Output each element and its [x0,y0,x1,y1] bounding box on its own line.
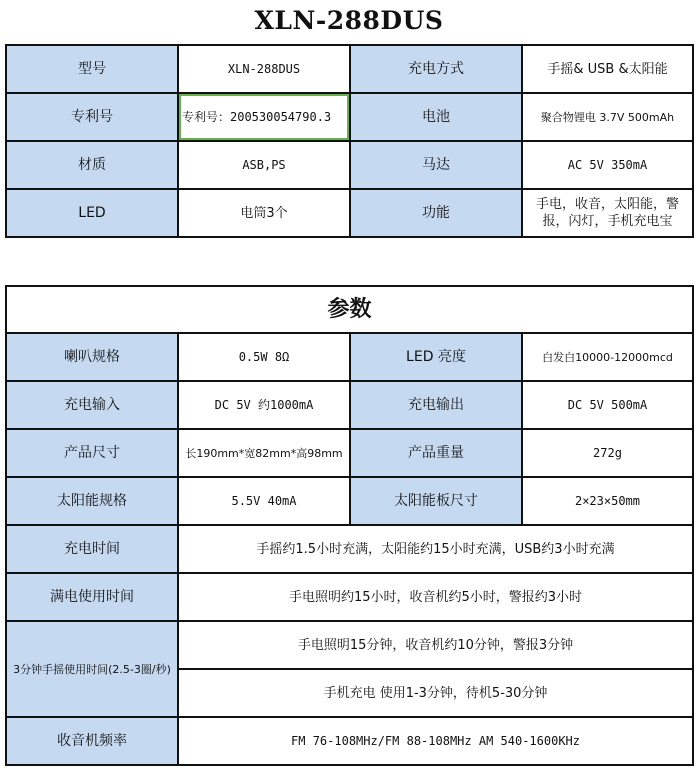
weight-label: 产品重量 [350,429,522,477]
patent-value[interactable]: 专利号：200530054790.3 [178,93,350,141]
table-row [6,477,693,525]
motor-label: 马达 [350,141,522,189]
radio-frequency-label: 收音机频率 [6,717,178,765]
table-row [6,333,693,381]
table-row [6,573,693,621]
parameters-heading: 参数 [6,286,693,333]
model-label: 型号 [6,45,178,93]
battery-value: 聚合物锂电 3.7V 500mAh [522,93,693,141]
table-row [6,141,693,189]
brightness-label: LED 亮度 [350,333,522,381]
full-use-value: 手电照明约15小时，收音机约5小时，警报约3小时 [178,573,693,621]
function-value: 手电，收音，太阳能，警报，闪灯，手机充电宝 [522,189,693,237]
crank-time-value-1: 手电照明15分钟，收音机约10分钟，警报3分钟 [178,621,693,669]
size-value: 长190mm*宽82mm*高98mm [178,429,350,477]
charge-time-value: 手摇约1.5小时充满，太阳能约15小时充满，USB约3小时充满 [178,525,693,573]
crank-time-value-2: 手机充电 使用1-3分钟，待机5-30分钟 [178,669,693,717]
full-use-label: 满电使用时间 [6,573,178,621]
table-row [6,525,693,573]
basic-spec-table [5,44,694,238]
parameters-table [5,285,694,766]
charge-input-label: 充电输入 [6,381,178,429]
table-row [6,189,693,237]
material-value: ASB,PS [178,141,350,189]
speaker-value: 0.5W 8Ω [178,333,350,381]
patent-label: 专利号 [6,93,178,141]
page-title: XLN-288DUS [254,6,444,35]
function-label: 功能 [350,189,522,237]
solar-spec-value: 5.5V 40mA [178,477,350,525]
table-row [6,381,693,429]
crank-time-label: 3分钟手摇使用时间(2.5-3圈/秒) [6,621,178,717]
size-label: 产品尺寸 [6,429,178,477]
table-row [6,717,693,765]
table-row [6,286,693,333]
solar-panel-value: 2×23×50mm [522,477,693,525]
material-label: 材质 [6,141,178,189]
solar-spec-label: 太阳能规格 [6,477,178,525]
table-row [6,621,693,669]
charge-method-label: 充电方式 [350,45,522,93]
table-row [6,429,693,477]
table-row [6,45,693,93]
led-value: 电筒3个 [178,189,350,237]
charge-method-value: 手摇& USB &太阳能 [522,45,693,93]
led-label: LED [6,189,178,237]
solar-panel-label: 太阳能板尺寸 [350,477,522,525]
table-row [6,93,693,141]
speaker-label: 喇叭规格 [6,333,178,381]
model-value: XLN-288DUS [178,45,350,93]
battery-label: 电池 [350,93,522,141]
charge-output-label: 充电输出 [350,381,522,429]
charge-time-label: 充电时间 [6,525,178,573]
charge-output-value: DC 5V 500mA [522,381,693,429]
weight-value: 272g [522,429,693,477]
brightness-value: 白发白10000-12000mcd [522,333,693,381]
motor-value: AC 5V 350mA [522,141,693,189]
radio-frequency-value: FM 76-108MHz/FM 88-108MHz AM 540-1600KHz [178,717,693,765]
charge-input-value: DC 5V 约1000mA [178,381,350,429]
